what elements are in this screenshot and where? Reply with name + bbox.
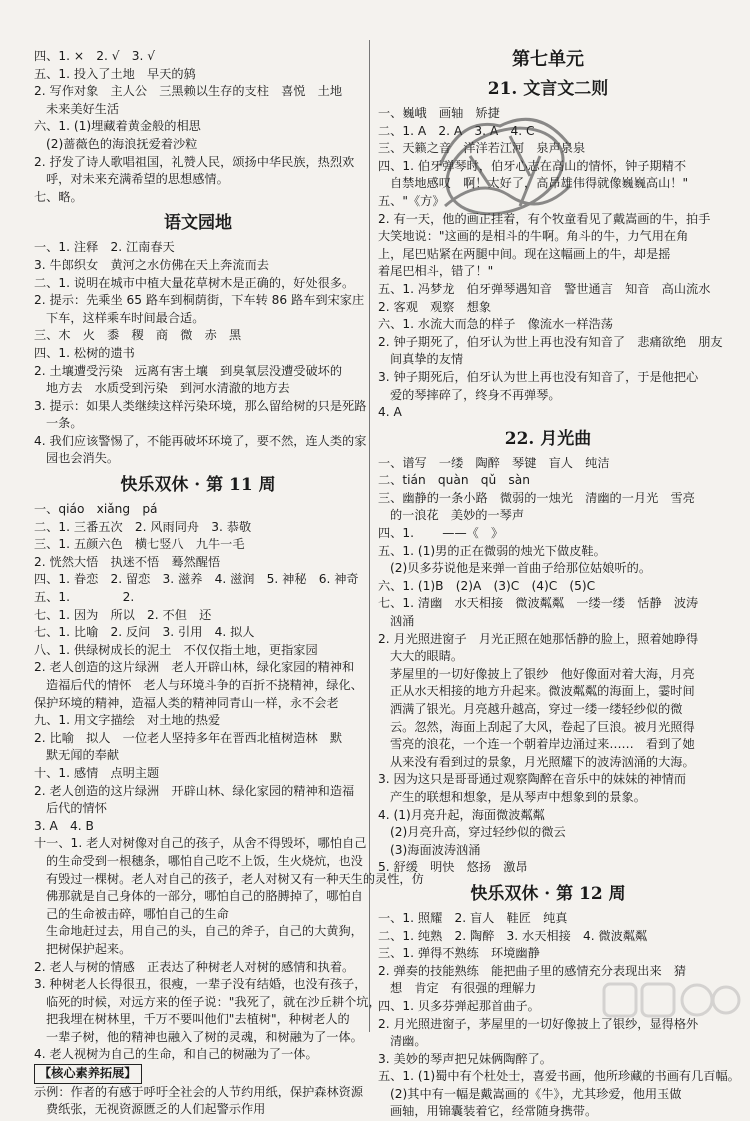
answer-line: 4. 老人视树为自己的生命，和自己的树融为了一体。	[34, 1047, 318, 1062]
right-column	[378, 48, 740, 1119]
section-heading: 语文园地	[164, 213, 232, 234]
answer-line: 一条。	[46, 416, 83, 431]
answer-line: 把树保护起来。	[46, 941, 132, 956]
section-heading: 21. 文言文二则	[487, 79, 609, 99]
answer-line: 九、1. 用文字描绘 对土地的热爱	[34, 713, 221, 728]
answer-line: 七、1. 因为 所以 2. 不但 还	[34, 607, 212, 622]
section-heading: 22. 月光曲	[504, 428, 592, 449]
answer-line: 一、1. 照耀 2. 盲人 鞋匠 纯真	[378, 910, 568, 925]
answer-line: 五、1. 投入了土地 早天的鸫	[34, 66, 196, 81]
answer-line: 呼，对未来充满希望的思想感情。	[46, 172, 229, 187]
answer-line: 一、谱写 一缕 陶醉 琴键 盲人 纯洁	[378, 455, 610, 470]
answer-line: 清幽。	[390, 1034, 427, 1049]
answer-line: 己的生命被击碎，哪怕自己的生命	[46, 906, 229, 921]
answer-line	[34, 1064, 362, 1084]
answer-line: 四、1. 伯牙弹琴时，伯牙心志在高山的情怀，钟子期精不	[378, 158, 687, 173]
answer-line: 地方去 水质受到污染 到河水清澈的地方去	[46, 381, 290, 396]
answer-line: 3. 美妙的琴声把兄妹俩陶醉了。	[378, 1051, 552, 1066]
answer-line: 想 肯定 有很强的理解力	[390, 981, 537, 996]
answer-line: 画轴，用锦囊装着它，经常随身携带。	[390, 1104, 598, 1119]
answer-line: 未来美好生活	[46, 101, 120, 116]
answer-line: 3. A 4. B	[34, 818, 94, 833]
answer-line: 三、天籁之音 洋洋若江河 泉声泉泉	[378, 141, 586, 156]
answer-line: 四、1. 贝多芬弹起那首曲子。	[378, 998, 540, 1013]
answer-line: 二、tián quàn qǔ sàn	[378, 473, 530, 488]
answer-line: 着尾巴相斗，错了！"	[378, 264, 494, 279]
answer-line: 5. 舒缓 明快 悠扬 激昂	[378, 860, 528, 875]
answer-line: (2)其中有一幅是戴嵩画的《牛》，尤其珍爱，他用玉做	[390, 1086, 682, 1101]
answer-line: 爱的琴摔碎了，终身不再弹琴。	[390, 387, 561, 402]
answer-line: 七、1. 清幽 水天相接 微波粼粼 一缕一缕 恬静 波涛	[378, 596, 699, 611]
answer-line: 2. 老人与树的情感 正表达了种树老人对树的感情和执着。	[34, 959, 355, 974]
answer-line: 2. 客观 观察 想象	[378, 299, 492, 314]
answer-line: (2)月亮升高，穿过轻纱似的微云	[390, 825, 566, 840]
answer-line: 2. 月光照进窗子，茅屋里的一切好像披上了银纱，显得格外	[378, 1016, 699, 1031]
answer-line: 3. 牛郎织女 黄河之水仿佛在天上奔流而去	[34, 257, 269, 272]
answer-line: 自禁地感叹 啊！太好了，高昂雄伟得就像巍巍高山！"	[390, 176, 689, 191]
answer-line: 的一浪花 美妙的一琴声	[390, 508, 525, 523]
answer-line: 2. 钟子期死了，伯牙认为世上再也没有知音了 悲痛欲绝 朋友	[378, 334, 723, 349]
answer-line: 十、1. 感情 点明主题	[34, 765, 160, 780]
section-heading: 快乐双休 · 第 11 周	[120, 475, 276, 496]
answer-line: 二、1. A 2. A 3. A 4. C	[378, 123, 535, 138]
answer-line: 2. 提示：先乘坐 65 路车到桐荫街，下车转 86 路车到宋家庄	[34, 293, 365, 308]
answer-line: 五、"《方》	[378, 193, 445, 208]
answer-line: 2. 月光照进窗子 月光正照在她那恬静的脸上，照着她睁得	[378, 631, 699, 646]
answer-line: 把我埋在树林里，千万不要叫他们"去植树"，种树老人的	[46, 1012, 350, 1027]
answer-line: 三、1. 弹得不熟练 环境幽静	[378, 946, 540, 961]
answer-line: 四、1. 眷恋 2. 留恋 3. 滋养 4. 滋润 5. 神秘 6. 神奇	[34, 572, 359, 587]
answer-line: 2. 老人创造的这片绿洲 开辟山林、绿化家园的精神和造福	[34, 783, 355, 798]
answer-line: 七、1. 比喻 2. 反问 3. 引用 4. 拟人	[34, 625, 255, 640]
answer-line: 四、1. 松树的遗书	[34, 345, 135, 360]
answer-line: 二、1. 三番五次 2. 风雨同舟 3. 恭敬	[34, 519, 252, 534]
answer-line: 五、1. (1)男的正在微弱的烛光下做皮鞋。	[378, 543, 606, 558]
answer-line: 4. (1)月亮升起，海面微波粼粼	[378, 807, 545, 822]
answer-line: 2. 写作对象 主人公 三黑赖以生存的支柱 喜悦 土地	[34, 84, 343, 99]
answer-line: 2. 恍然大悟 执迷不悟 蓦然醒悟	[34, 554, 221, 569]
answer-line: (2)蔷薇色的海浪抚爱着沙粒	[46, 136, 198, 151]
answer-line: 五、1. 2.	[34, 590, 187, 605]
answer-line: 3. 因为这只是哥哥通过观察陶醉在音乐中的妹妹的神情而	[378, 772, 687, 787]
answer-line: 默无闻的奉献	[46, 748, 120, 763]
answer-line: 云。忽然，海面上刮起了大风，卷起了巨浪。被月光照得	[390, 719, 695, 734]
answer-line: 十一、1. 老人对树像对自己的孩子，从舍不得毁坏，哪怕自己	[34, 836, 367, 851]
answer-line: 四、1. × 2. √ 3. √	[34, 49, 156, 63]
answer-line: (2)贝多芬说他是来弹一首曲子给那位姑娘听的。	[390, 561, 652, 576]
answer-line: 后代的情怀	[46, 801, 107, 816]
answer-line: 的生命受到一根穗条，哪怕自己吃不上饭，生火烧炕，也没	[46, 853, 363, 868]
answer-line: 七、略。	[34, 189, 83, 204]
answer-line: 八、1. 供绿树成长的泥土 不仅仅指土地，更指家园	[34, 642, 318, 657]
answer-line: 五、1. 冯梦龙 伯牙弹琴遇知音 警世通言 知音 高山流水	[378, 281, 711, 296]
answer-line: 二、1. 纯熟 2. 陶醉 3. 水天相接 4. 微波粼粼	[378, 928, 648, 943]
answer-line: 上，尾巴贴紧在两腿中间。现在这幅画上的牛，却是摇	[378, 246, 671, 261]
section-heading: 快乐双休 · 第 12 周	[470, 883, 626, 904]
answer-line: 一、qiáo xiǎng pá	[34, 502, 158, 517]
answer-line: 一、1. 注释 2. 江南春天	[34, 240, 175, 255]
answer-line: 三、1. 五颜六色 横七竖八 九牛一毛	[34, 537, 245, 552]
column-divider	[369, 40, 370, 1032]
answer-line: 有毁过一棵树。老人对自己的孩子，老人对树又有一种天生的灵性，仿	[46, 871, 424, 886]
answer-line: 大大的眼睛。	[390, 649, 464, 664]
answer-line: 佛那就是自己身体的一部分，哪怕自己的胳膊掉了，哪怕自	[46, 889, 363, 904]
answer-line: 园也会消失。	[46, 451, 120, 466]
answer-line: 六、1. (1)埋藏着黄金般的相思	[34, 119, 201, 134]
answer-line: 4. A	[378, 405, 402, 420]
answer-line: 三、幽静的一条小路 微弱的一烛光 清幽的一月光 雪亮	[378, 490, 695, 505]
answer-line: 造福后代的情怀 老人与环境斗争的百折不挠精神，绿化、	[46, 678, 363, 692]
answer-line: 二、1. 说明在城市中植大量花草树木是正确的，好处很多。	[34, 275, 355, 290]
answer-line: 六、1. (1)B (2)A (3)C (4)C (5)C	[378, 578, 596, 593]
answer-line: 四、1. ——《 》	[378, 526, 504, 541]
answer-line: 3. 种树老人长得很丑，很瘦，一辈子没有结婚，也没有孩子，	[34, 977, 367, 992]
answer-line: 生命地赶过去，用自己的头，自己的斧子，自己的大黄狗，	[46, 924, 363, 939]
answer-line: 下车，这样乘车时间最合适。	[46, 310, 205, 325]
answer-line: 2. 弹奏的技能熟练 能把曲子里的感情充分表现出来 猜	[378, 963, 687, 978]
answer-line: 一辈子树，他的精神也融入了树的灵魂，和树融为了一体。	[46, 1029, 363, 1044]
answer-line: 五、1. (1)蜀中有个杜处士，喜爱书画，他所珍藏的书画有几百幅。	[378, 1069, 740, 1084]
answer-line: 从来没有看到过的景象，月光照耀下的波涛汹涌的大海。	[390, 754, 695, 769]
answer-line: 2. 抒发了诗人歌唱祖国，礼赞人民，颂扬中华民族，热烈欢	[34, 154, 355, 169]
answer-line: 临死的时候，对远方来的侄子说："我死了，就在沙丘耕个坑，	[46, 994, 381, 1009]
answer-line: 六、1. 水流大而急的样子 像流水一样浩荡	[378, 317, 613, 332]
answer-line: 3. 钟子期死后，伯牙认为世上再也没有知音了，于是他把心	[378, 369, 699, 384]
answer-line: 洒满了银光。月亮越升越高，穿过一缕一缕轻纱似的微	[390, 702, 683, 716]
answer-line: 大笑地说："这画的是相斗的牛啊。角斗的牛，力气用在角	[378, 229, 689, 244]
answer-line: 保护环境的精神，造福人类的精神同青山一样，永不会老	[34, 695, 339, 710]
answer-line: 3. 提示：如果人类继续这样污染环境，那么留给树的只是死路	[34, 398, 367, 413]
answer-line: 2. 有一天，他的画正挂着，有个牧童看见了戴嵩画的牛，拍手	[378, 211, 711, 226]
boxed-label: 【核心素养拓展】	[34, 1064, 142, 1084]
answer-line: 2. 比喻 拟人 一位老人坚持多年在晋西北植树造林 默	[34, 730, 343, 745]
answer-line: 2. 老人创造的这片绿洲 老人开辟山林，绿化家园的精神和	[34, 660, 355, 675]
answer-line: 2. 土壤遭受污染 远离有害土壤 到臭氧层没遭受破坏的	[34, 363, 343, 378]
answer-line: 4. 我们应该警惕了，不能再破坏环境了，要不然，连人类的家	[34, 433, 367, 448]
answer-line: 示例：作者的有感于呼吁全社会的人节约用纸，保护森林资源	[34, 1084, 364, 1099]
answer-line: 间真挚的友情	[390, 352, 464, 367]
answer-line: (3)海面波涛汹涌	[390, 842, 481, 857]
answer-line: 正从水天相接的地方升起来。微波粼粼的海面上，霎时间	[390, 684, 695, 699]
answer-line: 雪亮的浪花，一个连一个朝着岸边涌过来…… 看到了她	[390, 737, 695, 752]
answer-line: 费纸张，无视资源匮乏的人们起警示作用	[46, 1102, 266, 1117]
answer-line: 三、木 火 黍 稷 商 微 赤 黑	[34, 328, 242, 343]
section-heading: 第七单元	[512, 49, 584, 70]
answer-line: 产生的联想和想象，是从琴声中想象到的景象。	[390, 789, 646, 804]
answer-line: 茅屋里的一切好像披上了银纱 他好像面对着大海，月亮	[390, 666, 695, 681]
answer-line: 汹涌	[390, 614, 415, 629]
answer-line: 一、巍峨 画轴 矫捷	[378, 106, 500, 120]
